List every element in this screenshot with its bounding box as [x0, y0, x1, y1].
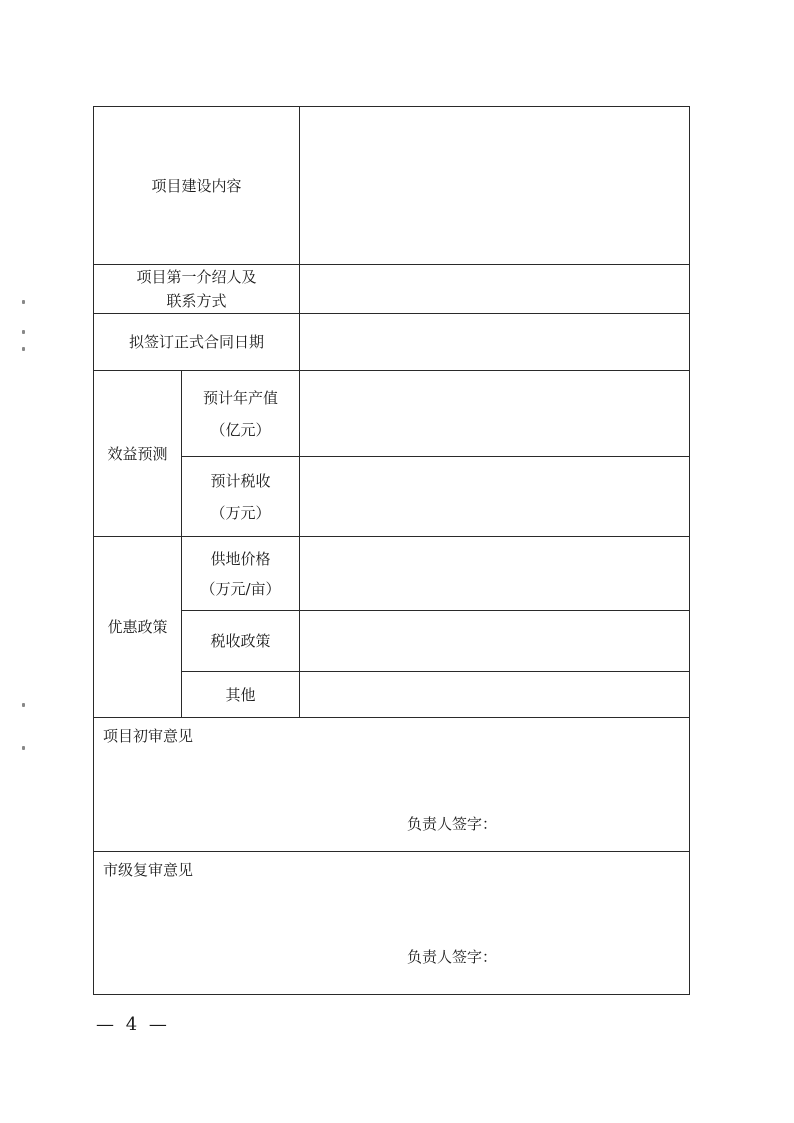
contract-date-field[interactable]	[300, 314, 690, 371]
city-review-row	[94, 852, 690, 995]
tax-policy-label: 税收政策	[182, 611, 300, 672]
margin-mark	[22, 746, 25, 750]
land-price-field[interactable]	[300, 537, 690, 611]
preliminary-review-signature-label: 负责人签字：	[407, 815, 498, 833]
city-review-label: 市级复审意见	[103, 861, 194, 879]
project-content-field[interactable]	[300, 107, 690, 265]
benefit-forecast-label: 效益预测	[94, 371, 182, 537]
annual-output-field[interactable]	[300, 371, 690, 457]
project-content-row	[94, 107, 690, 265]
annual-tax-label-line2: （万元）	[210, 503, 271, 522]
annual-tax-field[interactable]	[300, 457, 690, 537]
other-policy-label: 其他	[182, 672, 300, 718]
preferential-policy-label: 优惠政策	[94, 537, 182, 718]
tax-policy-row	[94, 611, 690, 672]
land-price-label-line1: 供地价格	[210, 549, 271, 568]
introducer-row	[94, 265, 690, 314]
land-price-label	[182, 537, 300, 611]
city-review-signature-label: 负责人签字：	[407, 948, 498, 966]
annual-output-label-line1: 预计年产值	[203, 388, 279, 407]
land-price-label-line2: （万元/亩）	[200, 579, 281, 598]
project-content-label: 项目建设内容	[94, 107, 300, 265]
preliminary-review-row	[94, 718, 690, 852]
introducer-label	[94, 265, 300, 314]
introducer-label-line1: 项目第一介绍人及	[136, 268, 257, 286]
margin-mark	[22, 347, 25, 351]
contract-date-label: 拟签订正式合同日期	[94, 314, 300, 371]
contract-date-row	[94, 314, 690, 371]
land-price-row	[94, 537, 690, 611]
annual-tax-label	[182, 457, 300, 537]
margin-mark	[22, 330, 25, 334]
annual-output-label	[182, 371, 300, 457]
annual-output-row	[94, 371, 690, 457]
annual-output-label-line2: （亿元）	[210, 420, 271, 439]
other-policy-field[interactable]	[300, 672, 690, 718]
margin-mark	[22, 703, 25, 707]
preliminary-review-field[interactable]	[94, 718, 690, 852]
annual-tax-row	[94, 457, 690, 537]
page-number: — 4 —	[96, 1014, 170, 1035]
introducer-label-line2: 联系方式	[166, 292, 227, 310]
project-application-form	[93, 106, 690, 995]
tax-policy-field[interactable]	[300, 611, 690, 672]
city-review-field[interactable]	[94, 852, 690, 995]
annual-tax-label-line1: 预计税收	[210, 471, 271, 490]
introducer-field[interactable]	[300, 265, 690, 314]
other-policy-row	[94, 672, 690, 718]
preliminary-review-label: 项目初审意见	[103, 727, 194, 745]
margin-mark	[22, 300, 25, 304]
